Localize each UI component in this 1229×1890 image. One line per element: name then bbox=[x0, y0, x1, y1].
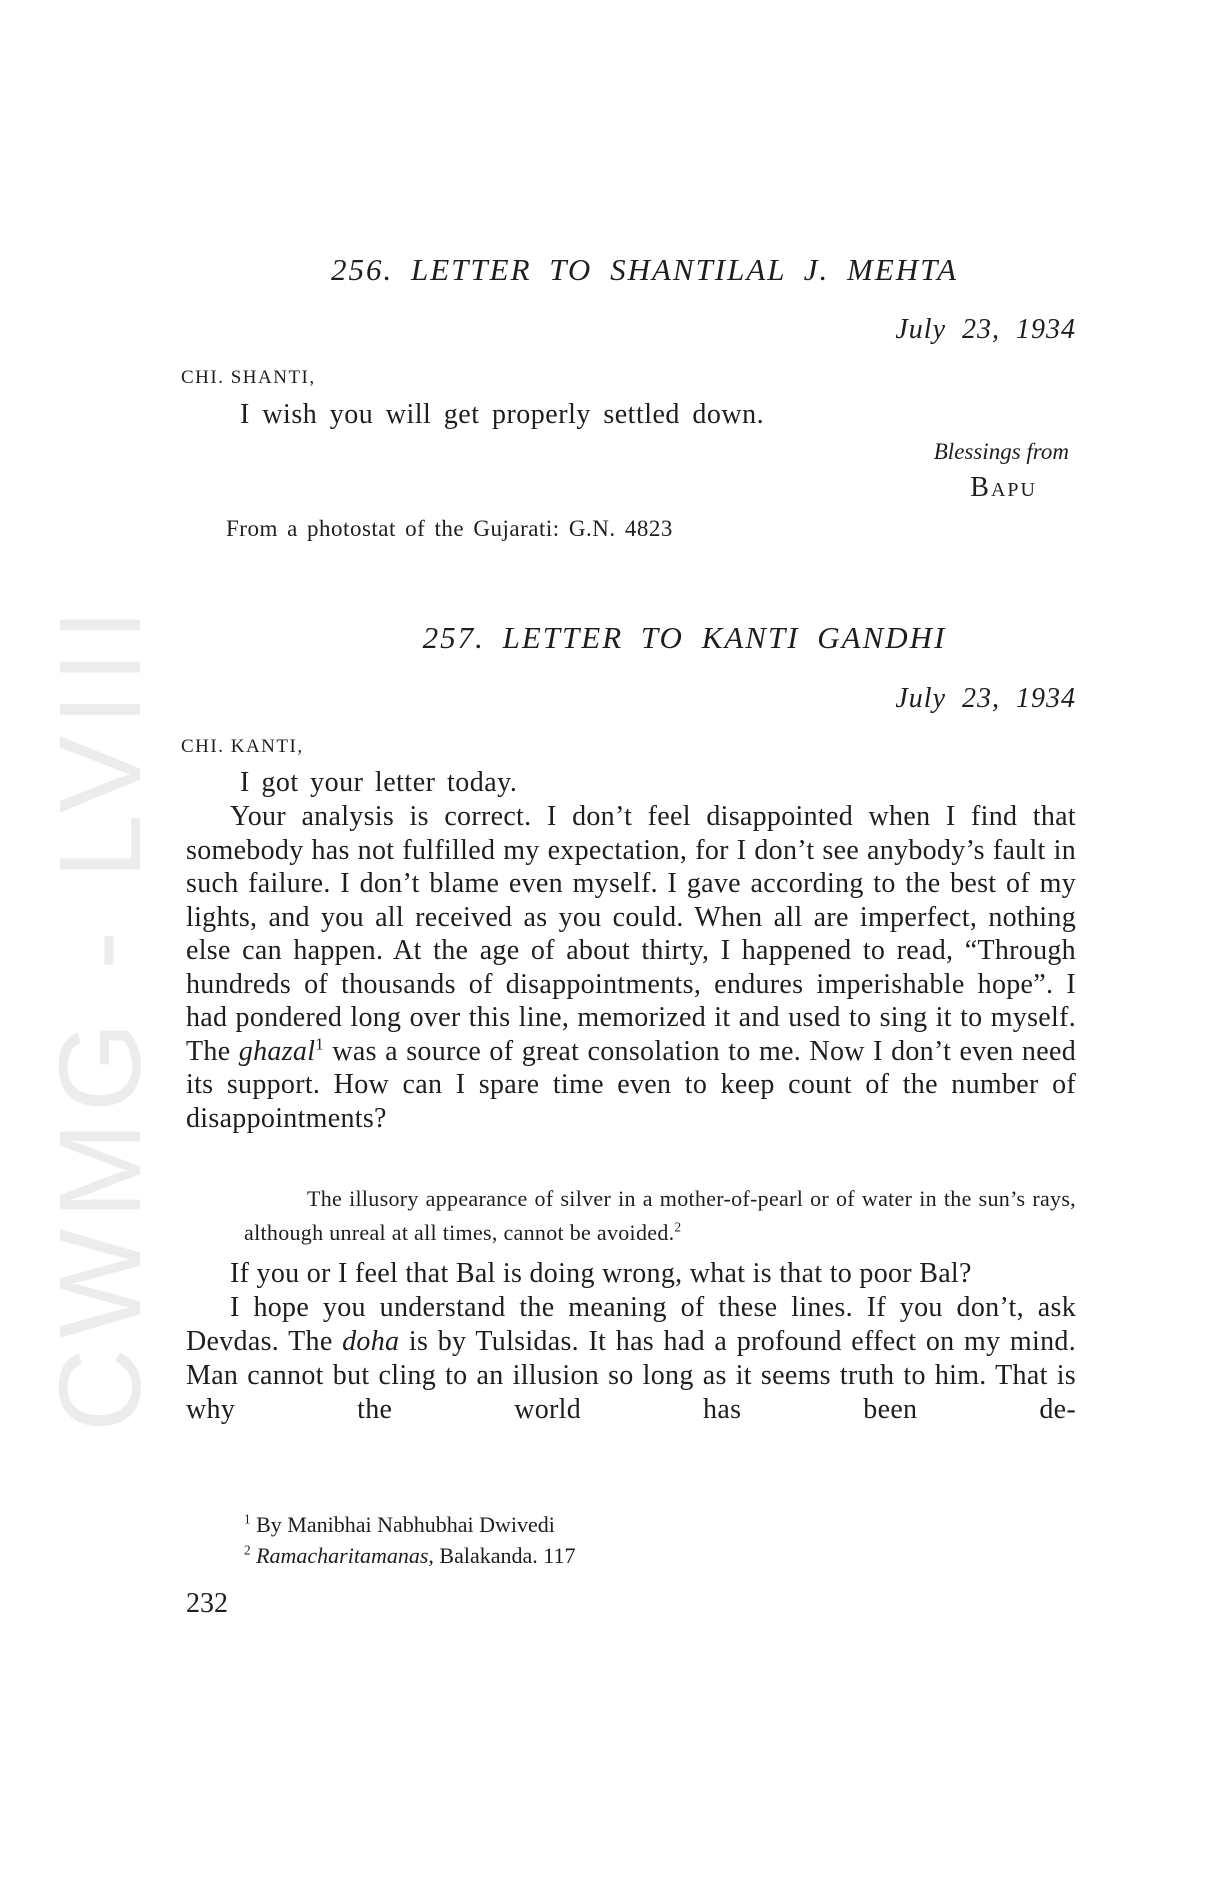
letter-256-title: 256. LETTER TO SHANTILAL J. MEHTA bbox=[330, 252, 959, 287]
signature-rest: APU bbox=[990, 479, 1037, 501]
paragraph-2-end: was a source of great consolation to me. Now I don’t even need its support. How can I spare time even to keep count of the number of disappointments? bbox=[186, 1035, 1076, 1134]
letter-257-title: 257. LETTER TO KANTI GANDHI bbox=[422, 620, 947, 655]
letter-257-body-continued bbox=[186, 1257, 1076, 1427]
page-number: 232 bbox=[186, 1588, 228, 1619]
letter-257-salutation: CHI. KANTI, bbox=[181, 736, 304, 757]
footnote-ref-1: 1 bbox=[315, 1034, 324, 1054]
footnote-2-title: Ramacharitamanas, bbox=[256, 1543, 434, 1568]
letter-257-paragraph-4 bbox=[186, 1291, 1076, 1427]
letter-256-source: From a photostat of the Gujarati: G.N. 4823 bbox=[226, 516, 673, 541]
letter-256-closing: Blessings from bbox=[933, 439, 1069, 464]
signature-initial: B bbox=[970, 472, 991, 503]
footnote-1-mark: 1 bbox=[244, 1511, 251, 1527]
paragraph-2-text: Your analysis is correct. I don’t feel disappointed when I find that somebody has not fulfilled my expectation, for I don’t see anybody’s fault in such failure. I don’t blame even myself. I gave according to the best of my lights, and you all received as you could. When all are imperfect, nothing else can happen. At the age of about thirty, I happened to read, “Through hundreds of thousands of disappointments, endures imperishable hope”. I had pondered long over this line, memorized it and used to sing it to myself. The bbox=[186, 801, 1076, 1067]
paragraph-4-start: I hope you understand the meaning of these lines. If you don’t, ask Devdas. The bbox=[186, 1292, 1076, 1357]
watermark: CWMG - LVIII bbox=[35, 598, 165, 1432]
letter-257-body bbox=[186, 800, 1076, 1135]
letter-256-salutation: CHI. SHANTI, bbox=[181, 367, 316, 388]
footnote-ref-2: 2 bbox=[674, 1219, 682, 1235]
letter-257-paragraph-3: If you or I feel that Bal is doing wrong, what is that to poor Bal? bbox=[230, 1258, 972, 1289]
doha-term: doha bbox=[342, 1326, 400, 1357]
footnote-2-text: Balakanda. 117 bbox=[439, 1543, 576, 1568]
quote-text: The illusory appearance of silver in a mother-of-pearl or of water in the sun’s rays, although unreal at all times, cannot be avoided. bbox=[244, 1186, 1076, 1245]
footnote-2 bbox=[244, 1543, 575, 1569]
ghazal-term: ghazal bbox=[238, 1035, 316, 1067]
footnote-2-mark: 2 bbox=[244, 1542, 251, 1558]
letter-256-body: I wish you will get properly settled down. bbox=[240, 399, 765, 430]
letter-257-paragraph-2 bbox=[186, 800, 1076, 1135]
paragraph-4-end: is by Tulsidas. It has had a profound effect on my mind. Man cannot but cling to an illusion so long as it seems truth to him. That is why the world has been de- bbox=[186, 1326, 1076, 1425]
letter-257-quote bbox=[244, 1182, 1076, 1250]
letter-256-signature bbox=[970, 472, 1037, 504]
letter-256-date: July 23, 1934 bbox=[895, 314, 1076, 345]
letter-257-date: July 23, 1934 bbox=[895, 683, 1076, 714]
letter-257-paragraph-1: I got your letter today. bbox=[240, 767, 518, 798]
footnote-1-text: By Manibhai Nabhubhai Dwivedi bbox=[256, 1512, 555, 1537]
footnote-1 bbox=[244, 1512, 555, 1538]
